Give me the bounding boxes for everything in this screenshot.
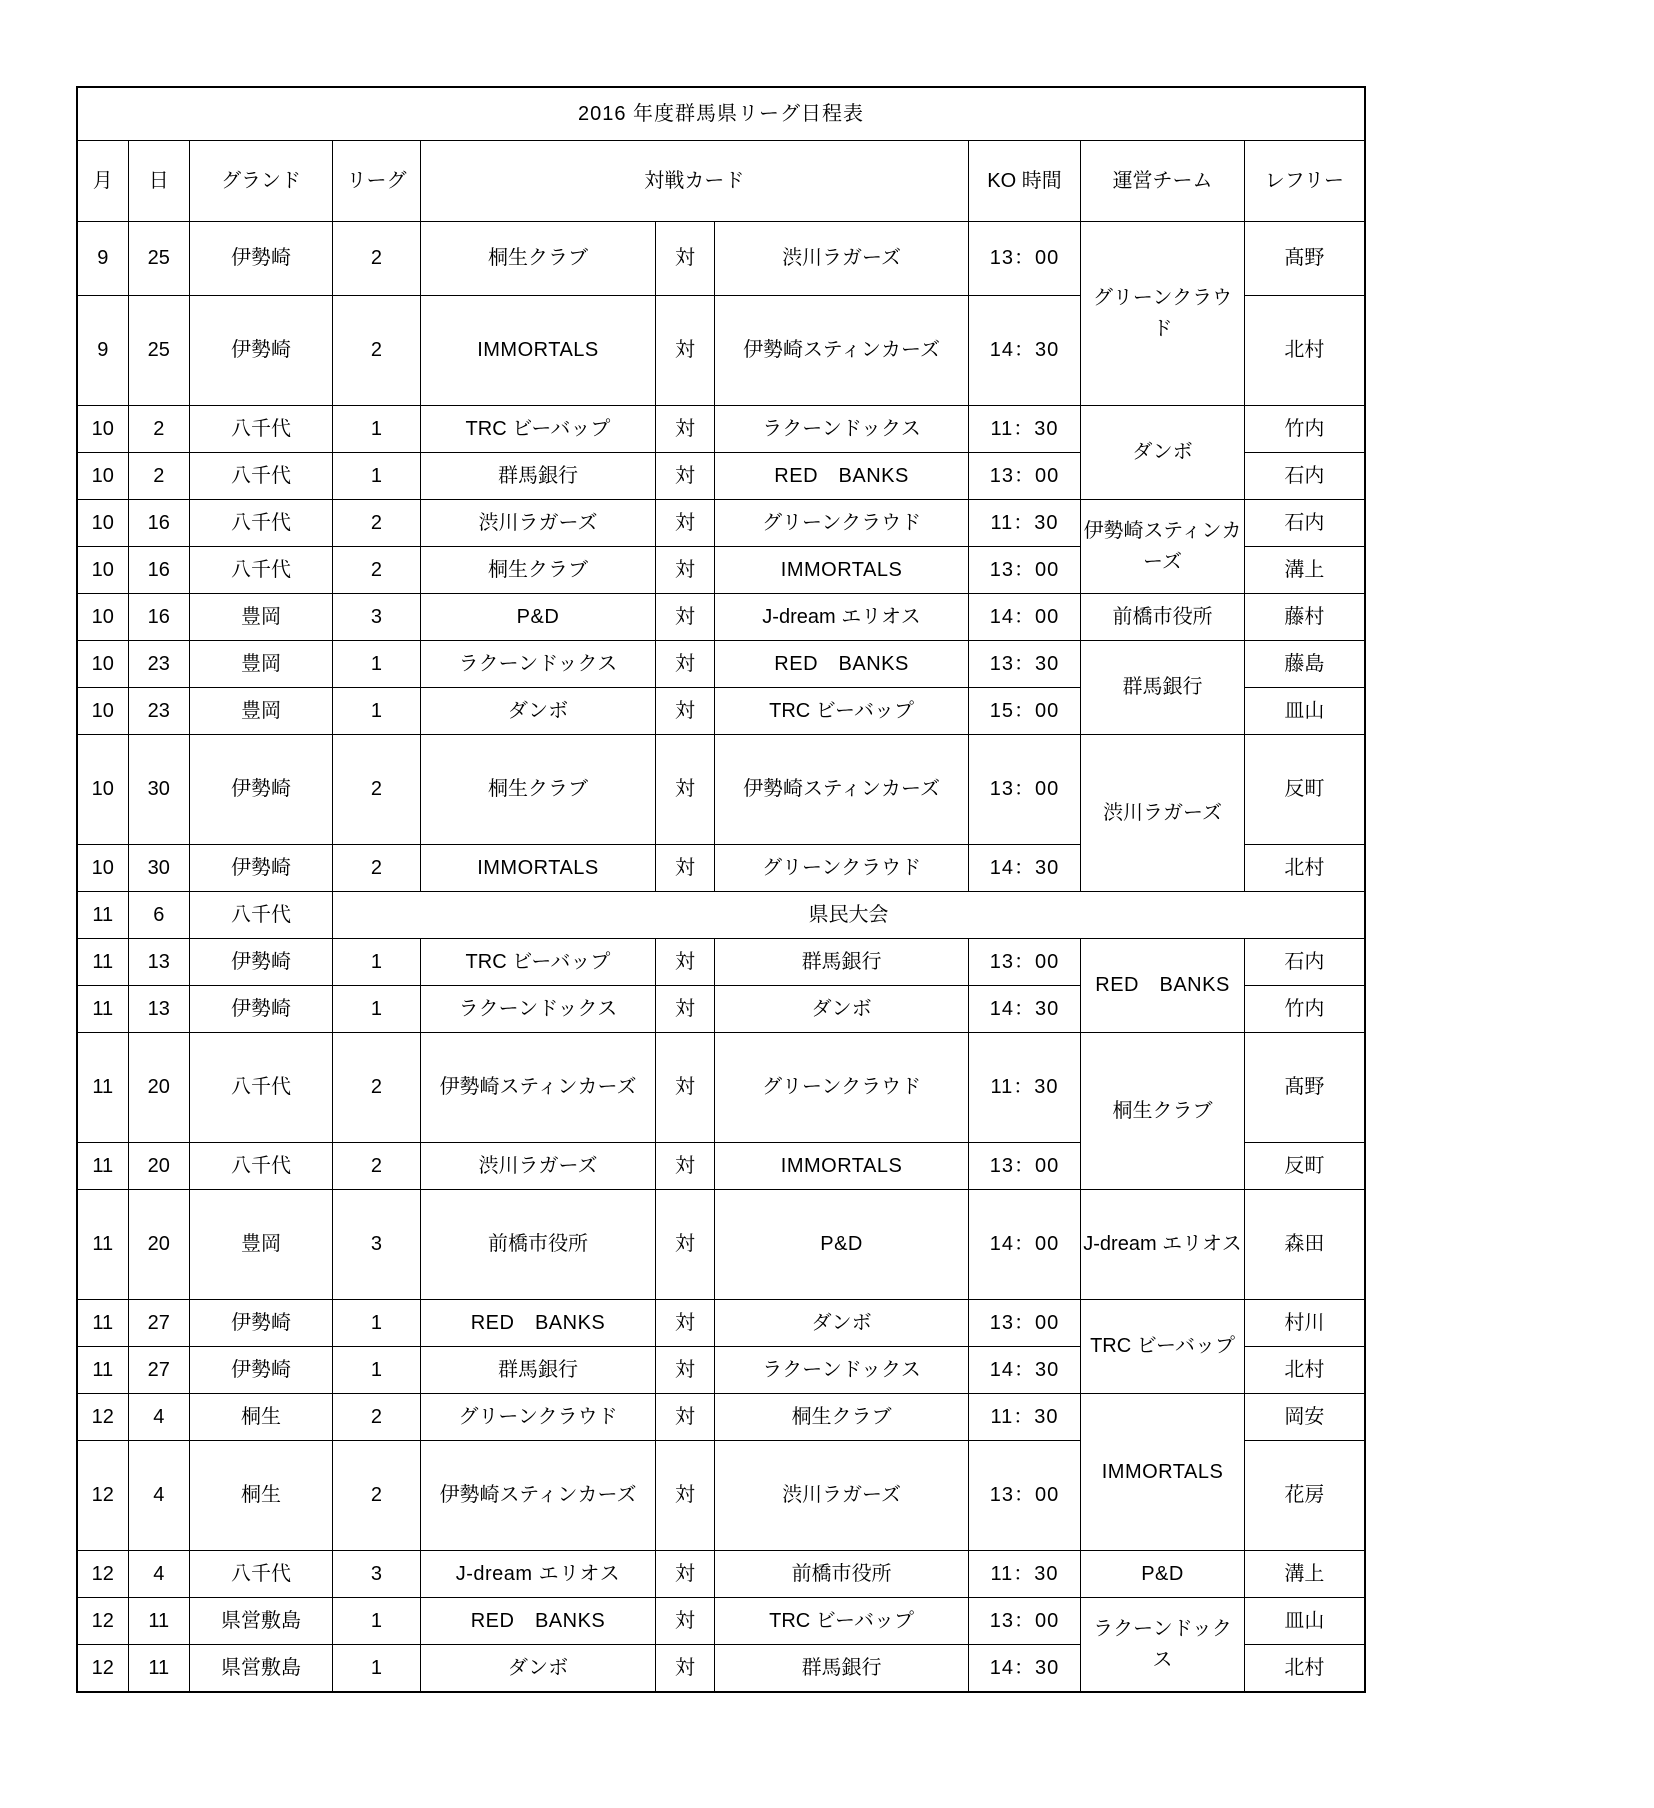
cell-admin-team: 桐生クラブ [1081,1033,1245,1190]
cell-team-a: IMMORTALS [420,845,655,892]
cell-referee: 髙野 [1244,1033,1365,1143]
cell-referee: 反町 [1244,735,1365,845]
cell-month: 12 [77,1598,128,1645]
cell-referee: 竹内 [1244,406,1365,453]
cell-admin-team: IMMORTALS [1081,1394,1245,1551]
cell-day: 16 [128,594,189,641]
table-header-row [77,141,1365,222]
cell-team-b: 群馬銀行 [715,939,969,986]
cell-month: 11 [77,986,128,1033]
cell-vs: 対 [656,688,715,735]
cell-admin-team: 伊勢崎スティンカーズ [1081,500,1245,594]
cell-referee: 石内 [1244,500,1365,547]
page-title: 2016 年度群馬県リーグ日程表 [77,87,1365,141]
cell-day: 23 [128,688,189,735]
cell-vs: 対 [656,1645,715,1693]
cell-ground: 八千代 [189,1143,332,1190]
cell-ko-time: 14：00 [968,594,1080,641]
table-row [77,500,1365,547]
cell-referee: 藤島 [1244,641,1365,688]
cell-vs: 対 [656,1394,715,1441]
cell-ground: 八千代 [189,547,332,594]
cell-ground: 八千代 [189,500,332,547]
cell-month: 10 [77,500,128,547]
cell-team-a: 桐生クラブ [420,222,655,296]
cell-league: 2 [333,296,421,406]
cell-day: 20 [128,1033,189,1143]
cell-month: 10 [77,641,128,688]
cell-ground: 八千代 [189,1033,332,1143]
cell-ko-time: 14：30 [968,296,1080,406]
cell-ko-time: 13：00 [968,939,1080,986]
cell-team-b: 群馬銀行 [715,1645,969,1693]
cell-day: 13 [128,939,189,986]
cell-team-a: 群馬銀行 [420,453,655,500]
cell-league: 1 [333,1645,421,1693]
cell-team-b: グリーンクラウド [715,500,969,547]
cell-ground: 桐生 [189,1394,332,1441]
cell-admin-team: J-dream エリオス [1081,1190,1245,1300]
cell-ko-time: 14：30 [968,1347,1080,1394]
cell-month: 11 [77,892,128,939]
cell-team-a: グリーンクラウド [420,1394,655,1441]
cell-referee: 北村 [1244,296,1365,406]
cell-referee: 石内 [1244,453,1365,500]
cell-team-a: RED BANKS [420,1598,655,1645]
cell-ko-time: 11：30 [968,1033,1080,1143]
cell-ko-time: 13：00 [968,1300,1080,1347]
cell-referee: 反町 [1244,1143,1365,1190]
cell-ko-time: 14：30 [968,845,1080,892]
column-header-league: リーグ [333,141,421,222]
cell-ko-time: 13：00 [968,547,1080,594]
cell-day: 27 [128,1300,189,1347]
cell-league: 1 [333,939,421,986]
cell-admin-team: 群馬銀行 [1081,641,1245,735]
cell-day: 4 [128,1551,189,1598]
cell-day: 20 [128,1190,189,1300]
cell-admin-team: RED BANKS [1081,939,1245,1033]
cell-ground: 八千代 [189,453,332,500]
cell-referee: 溝上 [1244,547,1365,594]
cell-day: 2 [128,453,189,500]
league-schedule-table [76,86,1366,1693]
cell-ground: 八千代 [189,892,332,939]
cell-league: 3 [333,1190,421,1300]
cell-referee: 溝上 [1244,1551,1365,1598]
cell-ground: 豊岡 [189,688,332,735]
cell-day: 2 [128,406,189,453]
cell-month: 11 [77,1033,128,1143]
cell-team-b: グリーンクラウド [715,845,969,892]
cell-team-b: TRC ビーバップ [715,688,969,735]
cell-team-b: 前橋市役所 [715,1551,969,1598]
cell-ground: 八千代 [189,406,332,453]
cell-team-a: TRC ビーバップ [420,939,655,986]
table-row [77,1033,1365,1143]
cell-admin-team: 前橋市役所 [1081,594,1245,641]
cell-team-b: 桐生クラブ [715,1394,969,1441]
cell-month: 10 [77,845,128,892]
cell-team-b: 渋川ラガーズ [715,222,969,296]
column-header-matchup: 対戦カード [420,141,968,222]
cell-ground: 伊勢崎 [189,986,332,1033]
cell-day: 20 [128,1143,189,1190]
cell-month: 11 [77,1300,128,1347]
cell-ko-time: 13：00 [968,1441,1080,1551]
cell-referee: 北村 [1244,845,1365,892]
table-title-row [77,87,1365,141]
cell-league: 1 [333,688,421,735]
cell-month: 11 [77,939,128,986]
cell-team-a: 群馬銀行 [420,1347,655,1394]
table-row-event [77,892,1365,939]
cell-referee: 皿山 [1244,688,1365,735]
cell-month: 11 [77,1347,128,1394]
cell-vs: 対 [656,735,715,845]
cell-month: 12 [77,1551,128,1598]
cell-ground: 伊勢崎 [189,939,332,986]
cell-admin-team: ダンボ [1081,406,1245,500]
cell-team-a: 伊勢崎スティンカーズ [420,1441,655,1551]
table-row [77,1190,1365,1300]
cell-admin-team: グリーンクラウド [1081,222,1245,406]
cell-league: 1 [333,453,421,500]
table-row [77,735,1365,845]
cell-day: 4 [128,1441,189,1551]
column-header-ko-time: KO 時間 [968,141,1080,222]
cell-referee: 石内 [1244,939,1365,986]
cell-ground: 豊岡 [189,594,332,641]
cell-vs: 対 [656,1551,715,1598]
cell-month: 12 [77,1645,128,1693]
cell-ground: 豊岡 [189,641,332,688]
cell-month: 9 [77,222,128,296]
cell-league: 1 [333,406,421,453]
cell-ko-time: 11：30 [968,1551,1080,1598]
cell-league: 2 [333,1441,421,1551]
cell-referee: 岡安 [1244,1394,1365,1441]
cell-team-a: TRC ビーバップ [420,406,655,453]
table-row [77,222,1365,296]
cell-league: 1 [333,1300,421,1347]
cell-league: 2 [333,735,421,845]
cell-ground: 伊勢崎 [189,845,332,892]
cell-day: 27 [128,1347,189,1394]
cell-ko-time: 13：00 [968,1598,1080,1645]
cell-day: 11 [128,1598,189,1645]
cell-vs: 対 [656,453,715,500]
cell-vs: 対 [656,641,715,688]
cell-team-b: 渋川ラガーズ [715,1441,969,1551]
cell-team-b: J-dream エリオス [715,594,969,641]
cell-referee: 髙野 [1244,222,1365,296]
cell-team-a: ダンボ [420,1645,655,1693]
cell-day: 30 [128,735,189,845]
cell-team-a: 渋川ラガーズ [420,1143,655,1190]
cell-referee: 竹内 [1244,986,1365,1033]
cell-referee: 花房 [1244,1441,1365,1551]
cell-team-b: P&D [715,1190,969,1300]
cell-admin-team: P&D [1081,1551,1245,1598]
cell-team-a: 桐生クラブ [420,547,655,594]
cell-team-a: RED BANKS [420,1300,655,1347]
cell-team-b: RED BANKS [715,453,969,500]
cell-day: 23 [128,641,189,688]
table-row [77,406,1365,453]
column-header-admin-team: 運営チーム [1081,141,1245,222]
cell-league: 2 [333,500,421,547]
cell-referee: 村川 [1244,1300,1365,1347]
table-row [77,1551,1365,1598]
cell-ground: 伊勢崎 [189,222,332,296]
cell-ko-time: 15：00 [968,688,1080,735]
cell-vs: 対 [656,845,715,892]
cell-month: 12 [77,1394,128,1441]
cell-team-b: グリーンクラウド [715,1033,969,1143]
cell-month: 9 [77,296,128,406]
cell-team-a: 伊勢崎スティンカーズ [420,1033,655,1143]
cell-month: 10 [77,594,128,641]
cell-ko-time: 14：30 [968,1645,1080,1693]
cell-ground: 伊勢崎 [189,1347,332,1394]
cell-league: 1 [333,986,421,1033]
cell-team-a: ラクーンドックス [420,641,655,688]
cell-vs: 対 [656,1347,715,1394]
cell-vs: 対 [656,1143,715,1190]
cell-month: 11 [77,1190,128,1300]
cell-month: 10 [77,688,128,735]
cell-league: 1 [333,1598,421,1645]
cell-team-b: ダンボ [715,986,969,1033]
table-row [77,1598,1365,1645]
cell-vs: 対 [656,1441,715,1551]
cell-league: 3 [333,1551,421,1598]
column-header-month: 月 [77,141,128,222]
column-header-referee: レフリー [1244,141,1365,222]
cell-vs: 対 [656,594,715,641]
cell-league: 1 [333,1347,421,1394]
cell-month: 11 [77,1143,128,1190]
cell-team-b: 伊勢崎スティンカーズ [715,735,969,845]
table-row [77,641,1365,688]
cell-league: 2 [333,222,421,296]
cell-vs: 対 [656,939,715,986]
cell-day: 11 [128,1645,189,1693]
cell-team-b: ラクーンドックス [715,406,969,453]
cell-referee: 北村 [1244,1645,1365,1693]
cell-league: 1 [333,641,421,688]
cell-team-b: ラクーンドックス [715,1347,969,1394]
cell-ko-time: 11：30 [968,1394,1080,1441]
cell-day: 16 [128,547,189,594]
cell-team-a: P&D [420,594,655,641]
cell-vs: 対 [656,1190,715,1300]
cell-team-b: TRC ビーバップ [715,1598,969,1645]
column-header-day: 日 [128,141,189,222]
cell-ko-time: 13：00 [968,735,1080,845]
cell-ground: 伊勢崎 [189,735,332,845]
cell-month: 12 [77,1441,128,1551]
cell-referee: 皿山 [1244,1598,1365,1645]
cell-day: 25 [128,296,189,406]
cell-league: 2 [333,1394,421,1441]
cell-ground: 伊勢崎 [189,296,332,406]
cell-ko-time: 13：00 [968,1143,1080,1190]
cell-team-b: RED BANKS [715,641,969,688]
cell-day: 6 [128,892,189,939]
cell-ground: 八千代 [189,1551,332,1598]
cell-vs: 対 [656,296,715,406]
cell-vs: 対 [656,500,715,547]
cell-team-b: ダンボ [715,1300,969,1347]
cell-ko-time: 11：30 [968,500,1080,547]
table-row [77,594,1365,641]
cell-team-a: 渋川ラガーズ [420,500,655,547]
cell-ko-time: 11：30 [968,406,1080,453]
column-header-ground: グランド [189,141,332,222]
cell-team-b: IMMORTALS [715,1143,969,1190]
cell-vs: 対 [656,1598,715,1645]
cell-month: 10 [77,547,128,594]
cell-day: 16 [128,500,189,547]
cell-day: 30 [128,845,189,892]
cell-ko-time: 13：00 [968,222,1080,296]
cell-league: 2 [333,547,421,594]
cell-team-a: J-dream エリオス [420,1551,655,1598]
cell-vs: 対 [656,406,715,453]
table-row [77,939,1365,986]
cell-ground: 伊勢崎 [189,1300,332,1347]
cell-league: 2 [333,1033,421,1143]
cell-league: 3 [333,594,421,641]
cell-league: 2 [333,845,421,892]
cell-ko-time: 13：30 [968,641,1080,688]
cell-vs: 対 [656,222,715,296]
cell-vs: 対 [656,986,715,1033]
cell-month: 10 [77,735,128,845]
cell-team-a: 桐生クラブ [420,735,655,845]
cell-team-a: 前橋市役所 [420,1190,655,1300]
cell-ground: 県営敷島 [189,1598,332,1645]
cell-referee: 北村 [1244,1347,1365,1394]
cell-league: 2 [333,1143,421,1190]
cell-event-name: 県民大会 [333,892,1365,939]
cell-ground: 豊岡 [189,1190,332,1300]
cell-team-b: IMMORTALS [715,547,969,594]
cell-referee: 森田 [1244,1190,1365,1300]
cell-admin-team: 渋川ラガーズ [1081,735,1245,892]
cell-day: 4 [128,1394,189,1441]
cell-vs: 対 [656,547,715,594]
cell-vs: 対 [656,1300,715,1347]
cell-team-b: 伊勢崎スティンカーズ [715,296,969,406]
cell-ko-time: 14：30 [968,986,1080,1033]
cell-day: 13 [128,986,189,1033]
cell-team-a: ラクーンドックス [420,986,655,1033]
cell-ko-time: 14：00 [968,1190,1080,1300]
cell-team-a: IMMORTALS [420,296,655,406]
cell-ground: 県営敷島 [189,1645,332,1693]
cell-month: 10 [77,453,128,500]
table-row [77,1394,1365,1441]
cell-day: 25 [128,222,189,296]
cell-admin-team: TRC ビーバップ [1081,1300,1245,1394]
cell-month: 10 [77,406,128,453]
cell-vs: 対 [656,1033,715,1143]
cell-referee: 藤村 [1244,594,1365,641]
cell-team-a: ダンボ [420,688,655,735]
cell-ko-time: 13：00 [968,453,1080,500]
table-row [77,1300,1365,1347]
cell-admin-team: ラクーンドックス [1081,1598,1245,1693]
cell-ground: 桐生 [189,1441,332,1551]
